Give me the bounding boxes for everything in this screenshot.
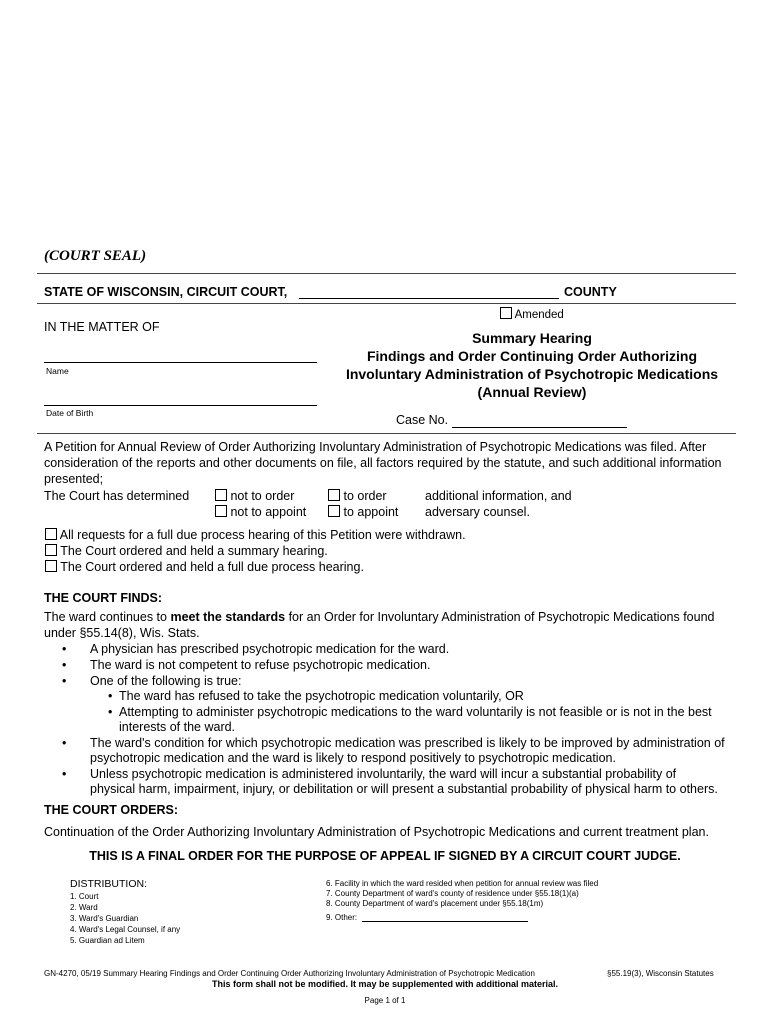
- finding-bullet-4-line1: The ward's condition for which psychotropic medication was prescribed is likely to be improved by administration of: [90, 736, 725, 750]
- additional-info-label: additional information, and: [425, 489, 572, 503]
- distribution-other-label: 9. Other:: [326, 913, 358, 922]
- findings-intro-bold: meet the standards: [170, 610, 286, 624]
- amended-checkbox[interactable]: [500, 307, 512, 319]
- to-appoint-option[interactable]: [328, 505, 398, 519]
- findings-intro-pre: The ward continues to: [44, 610, 171, 624]
- hearing-option-full[interactable]: [45, 560, 364, 574]
- withdrawn-checkbox[interactable]: [45, 528, 57, 540]
- not-to-appoint-checkbox[interactable]: [215, 505, 227, 517]
- distribution-item: 7. County Department of ward's county of residence under §55.18(1)(a): [326, 889, 579, 898]
- case-no-field[interactable]: [452, 427, 627, 428]
- to-appoint-label: to appoint: [343, 505, 399, 519]
- petition-line3: presented;: [44, 472, 104, 486]
- distribution-item: 3. Ward's Guardian: [70, 914, 139, 923]
- bullet-icon: •: [62, 767, 67, 781]
- case-no-label: Case No.: [396, 413, 449, 427]
- not-to-order-option[interactable]: [215, 489, 294, 503]
- bullet-icon: •: [62, 674, 67, 688]
- distribution-other-field[interactable]: [362, 921, 528, 922]
- hearing-option-summary[interactable]: [45, 544, 328, 558]
- court-seal-label: (COURT SEAL): [44, 248, 147, 264]
- bullet-icon: •: [62, 736, 67, 750]
- to-order-option[interactable]: [328, 489, 387, 503]
- modification-notice: This form shall not be modified. It may be supplemented with additional material.: [211, 979, 559, 989]
- finding-bullet-5-line2: physical harm, impairment, injury, or debilitation or will present a substantial probability of physical harm to others.: [90, 782, 718, 796]
- finding-sub-1: The ward has refused to take the psychotropic medication voluntarily, OR: [119, 689, 524, 703]
- finding-bullet-1: A physician has prescribed psychotropic medication for the ward.: [90, 642, 450, 656]
- county-label: COUNTY: [564, 285, 617, 299]
- to-order-label: to order: [343, 489, 387, 503]
- final-order-notice: THIS IS A FINAL ORDER FOR THE PURPOSE OF APPEAL IF SIGNED BY A CIRCUIT COURT JUDGE.: [89, 849, 681, 863]
- finding-bullet-5-line1: Unless psychotropic medication is administered involuntarily, the ward will incur a substantial probability of: [90, 767, 677, 781]
- distribution-item: 4. Ward's Legal Counsel, if any: [70, 925, 181, 934]
- bullet-icon: •: [62, 658, 67, 672]
- findings-intro: [44, 610, 714, 624]
- header-divider: [37, 303, 736, 304]
- county-field[interactable]: [299, 298, 559, 299]
- finding-sub-2-line1: Attempting to administer psychotropic medications to the ward voluntarily is not feasible or is not in the best: [119, 705, 712, 719]
- finding-bullet-4-line2: psychotropic medication and the ward is likely to respond positively to psychotropic medication.: [90, 751, 616, 765]
- matter-divider: [37, 433, 736, 434]
- withdrawn-label: All requests for a full due process hearing of this Petition were withdrawn.: [59, 528, 466, 542]
- dob-field[interactable]: [44, 405, 317, 406]
- statute-reference: §55.19(3), Wisconsin Statutes: [607, 969, 714, 978]
- distribution-item: 5. Guardian ad Litem: [70, 936, 145, 945]
- summary-hearing-checkbox[interactable]: [45, 544, 57, 556]
- form-title-line4: (Annual Review): [477, 384, 587, 400]
- petition-line1: A Petition for Annual Review of Order Authorizing Involuntary Administration of Psychotropic Medications was filed. After: [44, 440, 707, 454]
- adversary-counsel-label: adversary counsel.: [425, 505, 530, 519]
- top-divider: [37, 273, 736, 274]
- finding-sub-2-line2: interests of the ward.: [119, 720, 236, 734]
- state-label: STATE OF WISCONSIN, CIRCUIT COURT,: [44, 285, 288, 299]
- form-title-line3: Involuntary Administration of Psychotropic Medications: [345, 366, 719, 382]
- finding-bullet-2: The ward is not competent to refuse psychotropic medication.: [90, 658, 431, 672]
- hearing-option-withdrawn[interactable]: [45, 528, 466, 542]
- determined-label: The Court has determined: [44, 489, 190, 503]
- amended-label: Amended: [514, 309, 564, 321]
- distribution-heading: DISTRIBUTION:: [70, 878, 148, 890]
- dob-label: Date of Birth: [46, 408, 94, 418]
- name-field[interactable]: [44, 362, 317, 363]
- distribution-item: 2. Ward: [70, 903, 98, 912]
- findings-heading: THE COURT FINDS:: [44, 591, 163, 605]
- not-to-order-label: not to order: [230, 489, 295, 503]
- bullet-icon: •: [62, 642, 67, 656]
- to-appoint-checkbox[interactable]: [328, 505, 340, 517]
- not-to-appoint-label: not to appoint: [230, 505, 307, 519]
- full-hearing-label: The Court ordered and held a full due process hearing.: [60, 560, 364, 574]
- summary-hearing-label: The Court ordered and held a summary hearing.: [60, 544, 328, 558]
- form-title-line2: Findings and Order Continuing Order Authorizing: [366, 348, 697, 364]
- distribution-item: 1. Court: [70, 892, 99, 901]
- name-label: Name: [46, 366, 69, 376]
- distribution-item: 8. County Department of ward's placement under §55.18(1m): [326, 899, 544, 908]
- sub-bullet-icon: •: [108, 705, 113, 719]
- full-hearing-checkbox[interactable]: [45, 560, 57, 572]
- in-the-matter-of-label: IN THE MATTER OF: [44, 320, 160, 334]
- findings-intro-post: for an Order for Involuntary Administration of Psychotropic Medications found: [285, 610, 715, 624]
- orders-heading: THE COURT ORDERS:: [44, 803, 179, 817]
- form-id: GN-4270, 05/19 Summary Hearing Findings and Order Continuing Order Authorizing Involuntary Administration of Psychotropic Medication: [44, 969, 535, 978]
- finding-bullet-3: One of the following is true:: [90, 674, 242, 688]
- not-to-order-checkbox[interactable]: [215, 489, 227, 501]
- amended-option[interactable]: [500, 307, 564, 321]
- findings-intro-line2: under §55.14(8), Wis. Stats.: [44, 626, 200, 640]
- orders-text: Continuation of the Order Authorizing Involuntary Administration of Psychotropic Medications and current treatment plan.: [44, 825, 709, 839]
- page-number: Page 1 of 1: [364, 996, 406, 1005]
- not-to-appoint-option[interactable]: [215, 505, 306, 519]
- sub-bullet-icon: •: [108, 689, 113, 703]
- petition-line2: consideration of the reports and other documents on file, all factors required by the statute, and such additional information: [44, 456, 722, 470]
- distribution-item: 6. Facility in which the ward resided when petition for annual review was filed: [326, 879, 599, 888]
- to-order-checkbox[interactable]: [328, 489, 340, 501]
- form-title-line1: Summary Hearing: [472, 330, 592, 346]
